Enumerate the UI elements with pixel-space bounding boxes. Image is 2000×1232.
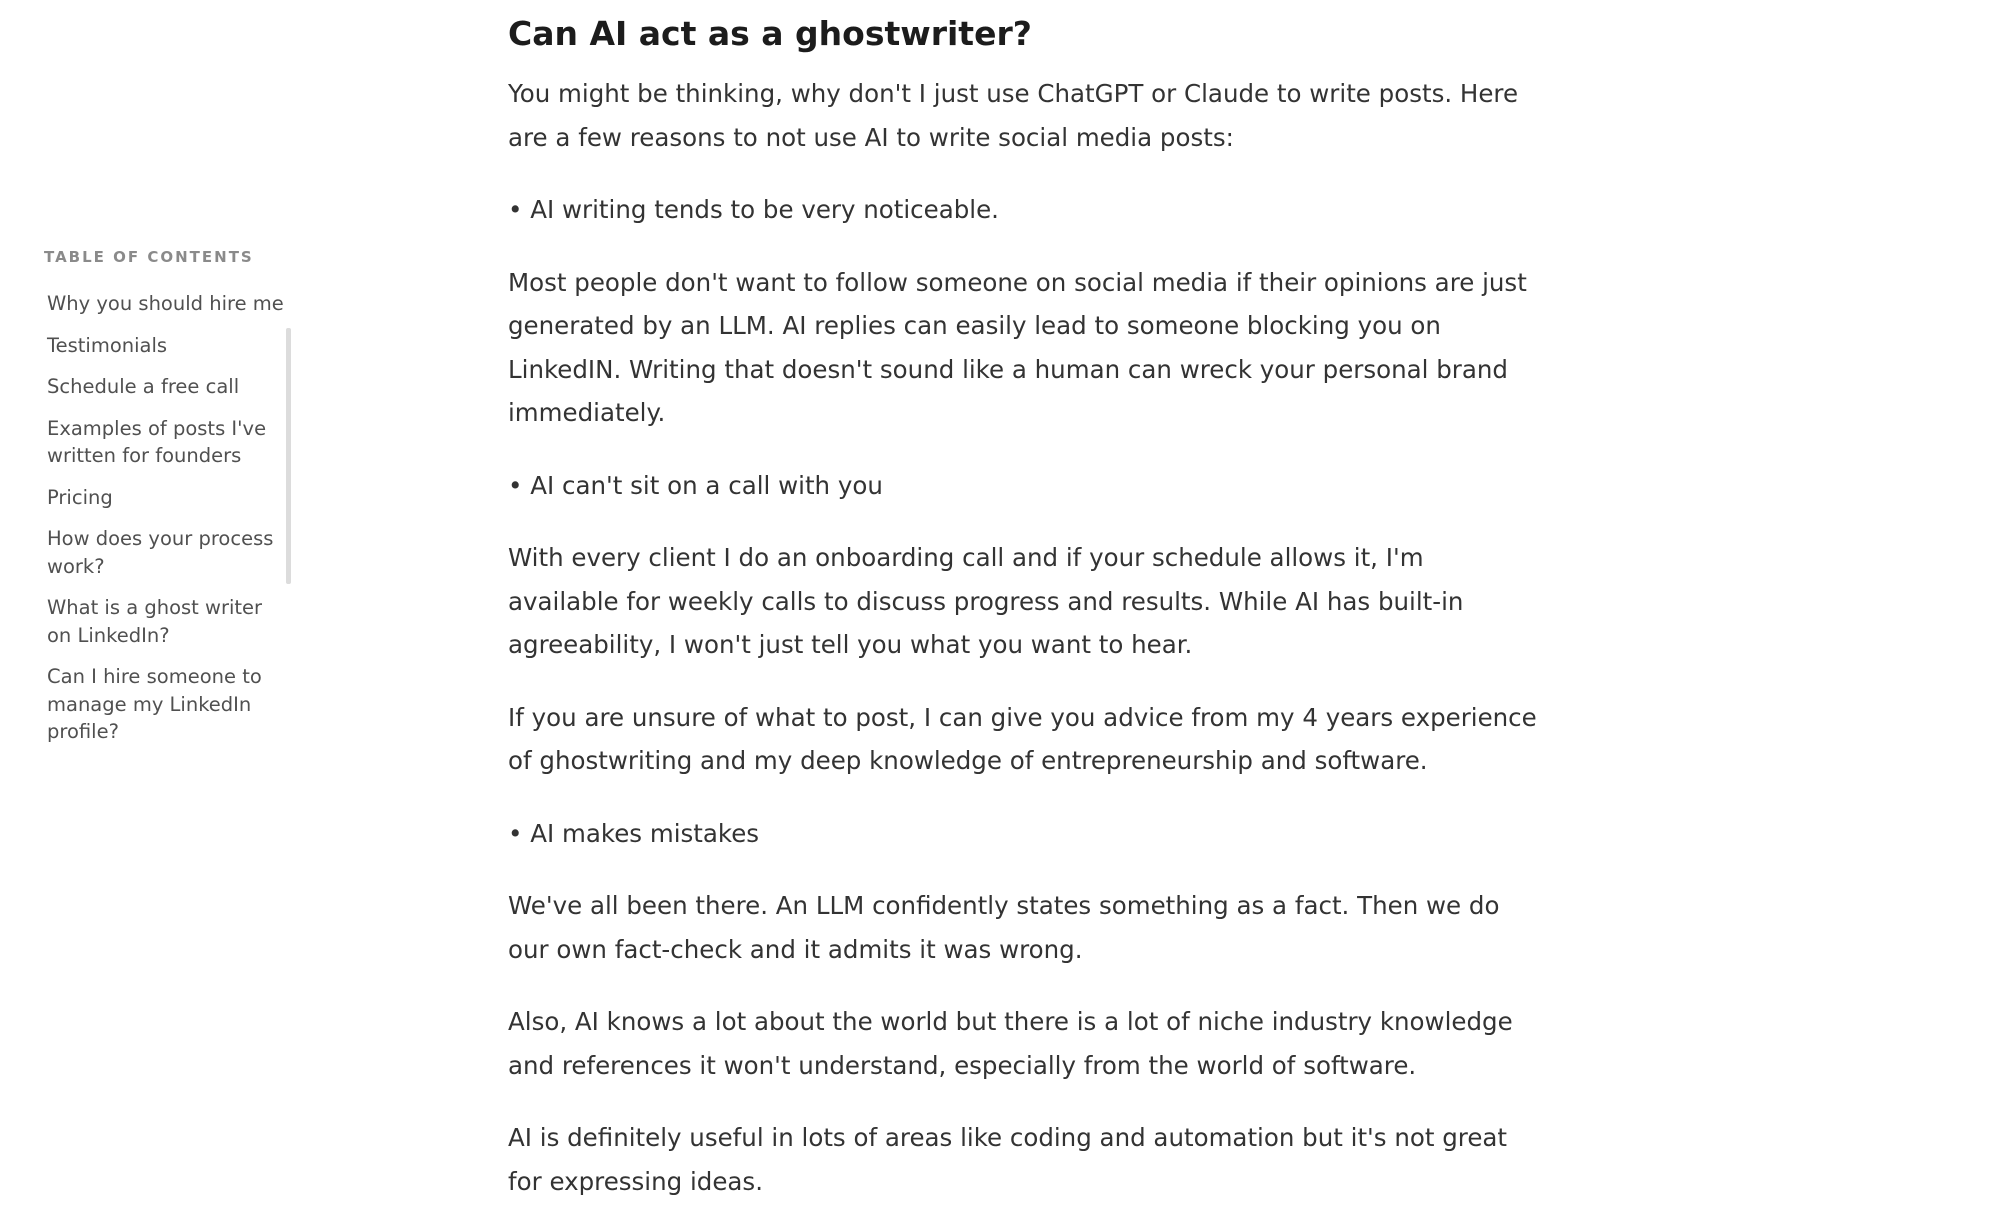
table-of-contents — [44, 248, 292, 752]
toc-scrollbar[interactable] — [286, 328, 291, 584]
toc-item-examples[interactable]: Examples of posts I've written for founders — [47, 416, 267, 467]
paragraph-follow: Most people don't want to follow someone on social media if their opinions are just generated by an LLM. AI replies can easily lead to someone blocking you on LinkedIN. Writing that doesn't sound like a human can wreck your personal brand immediately. — [508, 267, 1527, 427]
paragraph-niche: Also, AI knows a lot about the world but there is a lot of niche industry knowledge and references it won't understand, especially from the world of software. — [508, 1007, 1513, 1080]
toc-item-why-hire-me[interactable]: Why you should hire me — [47, 292, 284, 315]
toc-heading: TABLE OF CONTENTS — [44, 248, 254, 266]
paragraph-fact-check: We've all been there. An LLM confidently states something as a fact. Then we do our own fact-check and it admits it was wrong. — [508, 891, 1500, 964]
paragraph-onboarding: With every client I do an onboarding call and if your schedule allows it, I'm available for weekly calls to discuss progress and results. While AI has built-in agreeability, I won't just tell you what you want to hear. — [508, 543, 1464, 659]
paragraph-advice: If you are unsure of what to post, I can give you advice from my 4 years experience of ghostwriting and my deep knowledge of entrepreneurship and software. — [508, 702, 1537, 775]
toc-list — [44, 290, 287, 746]
section-heading: Can AI act as a ghostwriter? — [508, 14, 1032, 53]
toc-item-hire-manage[interactable]: Can I hire someone to manage my LinkedIn profile? — [47, 665, 262, 743]
toc-item-process[interactable]: How does your process work? — [47, 527, 274, 578]
bullet-call: • AI can't sit on a call with you — [508, 470, 883, 500]
article-content — [508, 0, 1540, 1232]
paragraph-useful: AI is definitely useful in lots of areas like coding and automation but it's not great for expressing ideas. — [508, 1123, 1508, 1196]
toc-item-testimonials[interactable]: Testimonials — [47, 333, 168, 357]
bullet-noticeable: • AI writing tends to be very noticeable. — [508, 195, 999, 224]
paragraph-intro: You might be thinking, why don't I just use ChatGPT or Claude to write posts. Here are a few reasons to not use AI to write social media posts: — [508, 79, 1519, 152]
toc-item-schedule-call[interactable]: Schedule a free call — [47, 375, 240, 398]
toc-item-pricing[interactable]: Pricing — [47, 485, 113, 509]
toc-item-ghost-writer[interactable]: What is a ghost writer on LinkedIn? — [47, 596, 263, 647]
bullet-mistakes: • AI makes mistakes — [508, 818, 760, 848]
toc-scroll-area[interactable] — [44, 290, 292, 752]
